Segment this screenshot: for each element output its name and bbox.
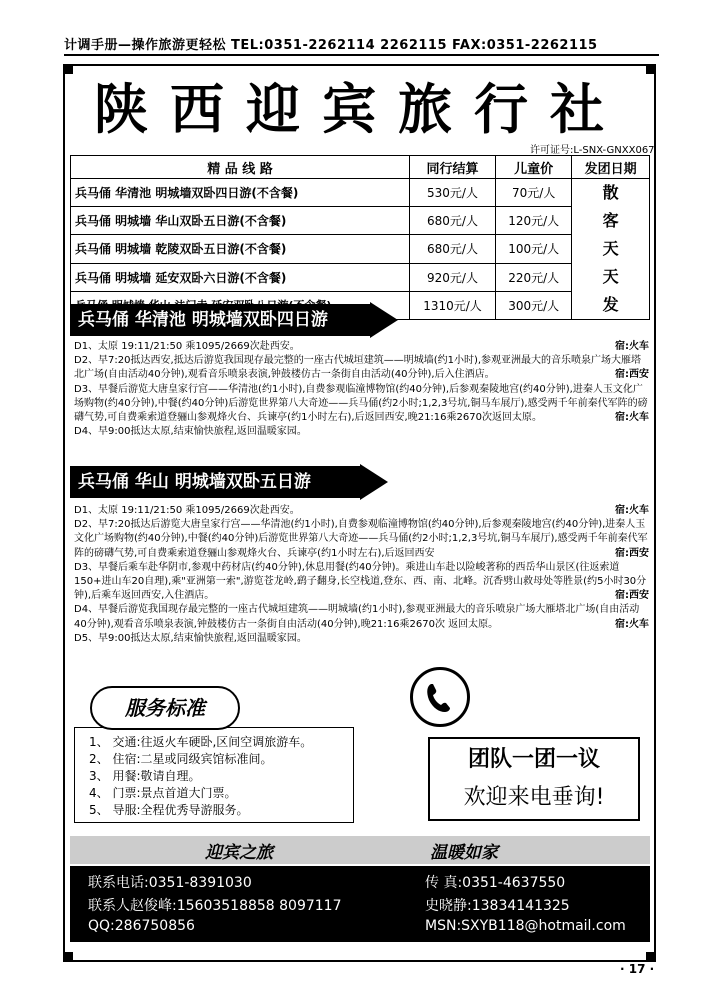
- route-child-price: 220元/人: [496, 263, 572, 291]
- routes-table: [70, 155, 650, 320]
- slogan-line1: 团队一团一议: [467, 747, 600, 772]
- route-price: 530元/人: [410, 179, 496, 207]
- footer-banner-right: 温暖如家: [430, 843, 498, 863]
- header-contact-line: 计调手册—操作旅游更轻松 TEL:0351-2262114 2262115 FAX:0351-2262115: [64, 38, 598, 53]
- route2-banner: 兵马俑 华山 明城墙双卧五日游: [70, 466, 360, 498]
- route-child-price: 100元/人: [496, 235, 572, 263]
- contact-fax: 传 真:0351-4637550: [425, 875, 566, 891]
- itinerary-day: D4、早餐后游览我国现存最完整的一座古代城垣建筑——明城墙(约1小时),参观亚洲最大的音乐喷泉广场大雁塔北广场(自由活动40分钟),观看音乐喷泉表演,钟鼓楼仿古一条街自由活动(40分钟),晚21:16乘2670次 返回太原。 宿:火车: [74, 604, 649, 630]
- route-name: 兵马俑 明城墙 华山双卧五日游(不含餐): [71, 207, 410, 235]
- departure-char: 天: [602, 239, 619, 258]
- frame-corner: [646, 64, 656, 74]
- itinerary-day: D5、早9:00抵达太原,结束愉快旅程,返回温暖家园。: [74, 632, 307, 644]
- contact-person1: 联系人赵俊峰:15603518858 8097117: [88, 898, 342, 914]
- table-header-price: 同行结算: [410, 156, 496, 179]
- departure-char: 发: [602, 295, 619, 314]
- route-name: 兵马俑 明城墙 延安双卧六日游(不含餐): [71, 263, 410, 291]
- table-header-route: 精 品 线 路: [71, 156, 410, 179]
- service-item: 2、 住宿:二星或同级宾馆标准间。: [89, 752, 273, 766]
- contact-qq: QQ:286750856: [88, 918, 195, 934]
- departure-cell: [572, 179, 650, 320]
- route-child-price: 120元/人: [496, 207, 572, 235]
- route-name: 兵马俑 华清池 明城墙双卧四日游(不含餐): [71, 179, 410, 207]
- arrow-icon: [360, 464, 388, 500]
- phone-icon: [410, 667, 470, 727]
- route-child-price: 70元/人: [496, 179, 572, 207]
- table-row: [71, 179, 650, 207]
- service-list: [74, 727, 354, 823]
- route-price: 680元/人: [410, 235, 496, 263]
- license-number: 许可证号:L-SNX-GNXX067: [530, 145, 655, 156]
- route-price: 1310元/人: [410, 291, 496, 319]
- slogan-line2: 欢迎来电垂询!: [463, 785, 605, 810]
- route-price: 680元/人: [410, 207, 496, 235]
- page-number: · 17 ·: [620, 962, 655, 976]
- service-title: 服务标准: [90, 686, 240, 730]
- frame-corner: [646, 952, 656, 962]
- departure-char: 客: [602, 211, 619, 230]
- header-rule: [64, 54, 659, 56]
- itinerary-day: D3、早餐后游览大唐皇家行宫——华清池(约1小时),自费参观临潼博物馆(约40分钟),后参观秦陵地宫(约40分钟),进秦人玉文化广场购物(约40分钟),中餐(约40分钟)后游览世界第八大奇迹——兵马俑(约2小时;1,2,3号坑,铜马车展厅),感受两千年前秦代军阵的磅礴气势,可自费乘索道登骊山参观烽火台、兵谏亭(约1小时左右),后返回西安,晚21:16乘2670次返回太原。 宿:火车: [74, 383, 649, 424]
- itinerary-day: D3、早餐后乘车赴华阴市,参观中药材店(约40分钟),休息用餐(约40分钟)。乘进山车赴以险峻著称的西岳华山景区(往返索道150+进山车20自理),乘"亚洲第一索",游览苍龙岭,鹞子翻身,长空栈道,登东、西、南、北峰。沉香劈山救母处等胜景(约5小时30分钟),后乘车返回西安,入住酒店。 宿:西安: [74, 561, 649, 602]
- contact-person2: 史晓静:13834141325: [425, 898, 570, 914]
- route-price: 920元/人: [410, 263, 496, 291]
- table-row: [71, 207, 650, 235]
- itinerary-day: D2、早7:20抵达后游览大唐皇家行宫——华清池(约1小时),自费参观临潼博物馆(约40分钟),后参观秦陵地宫(约40分钟),进秦人玉文化广场购物(约40分钟),中餐(约40分钟)后游览世界第八大奇迹——兵马俑(约2小时;1,2,3号坑,铜马车展厅),感受两千年前秦代军阵的磅礴气势,可自费乘索道登骊山参观烽火台、兵谏亭(约1小时左右),后返回西安 宿:西安: [74, 519, 649, 559]
- itinerary-day: 宿:火车 D1、太原 19:11/21:50 乘1095/2669次赴西安。: [74, 505, 649, 516]
- route1-banner: 兵马俑 华清池 明城墙双卧四日游: [70, 304, 370, 336]
- route1-itinerary: [74, 340, 649, 439]
- itinerary-day: D4、早9:00抵达太原,结束愉快旅程,返回温暖家园。: [74, 426, 307, 438]
- route-name: 兵马俑 明城墙 乾陵双卧五日游(不含餐): [71, 235, 410, 263]
- table-row: [71, 263, 650, 291]
- frame-corner: [63, 64, 73, 74]
- route2-itinerary: [74, 504, 649, 646]
- itinerary-day: D2、早7:20抵达西安,抵达后游览我国现存最完整的一座古代城垣建筑——明城墙(约1小时),参观亚洲最大的音乐喷泉广场大雁塔北广场(自由活动40分钟),观看音乐喷泉表演,钟鼓楼仿古一条街自由活动(40分钟),后入住酒店。 宿:西安: [74, 355, 649, 381]
- service-item: 4、 门票:景点首道大门票。: [89, 786, 237, 800]
- service-item: 5、 导服:全程优秀导游服务。: [89, 803, 249, 817]
- contact-block: [70, 866, 650, 942]
- footer-banner-left: 迎宾之旅: [205, 843, 273, 863]
- table-header-child: 儿童价: [496, 156, 572, 179]
- departure-char: 散: [602, 183, 619, 202]
- route-child-price: 300元/人: [496, 291, 572, 319]
- table-row: [71, 235, 650, 263]
- table-header-departure: 发团日期: [572, 156, 650, 179]
- company-title: 陕西迎宾旅行社: [94, 77, 626, 141]
- contact-msn: MSN:SXYB118@hotmail.com: [425, 918, 626, 934]
- footer-banner: [70, 836, 650, 864]
- itinerary-day: 宿:火车 D1、太原 19:11/21:50 乘1095/2669次赴西安。: [74, 341, 649, 352]
- service-item: 3、 用餐:敬请自理。: [89, 769, 201, 783]
- contact-phone: 联系电话:0351-8391030: [88, 875, 252, 891]
- frame-corner: [63, 952, 73, 962]
- departure-char: 天: [602, 267, 619, 286]
- service-item: 1、 交通:往返火车硬卧,区间空调旅游车。: [89, 735, 313, 749]
- arrow-icon: [370, 302, 398, 338]
